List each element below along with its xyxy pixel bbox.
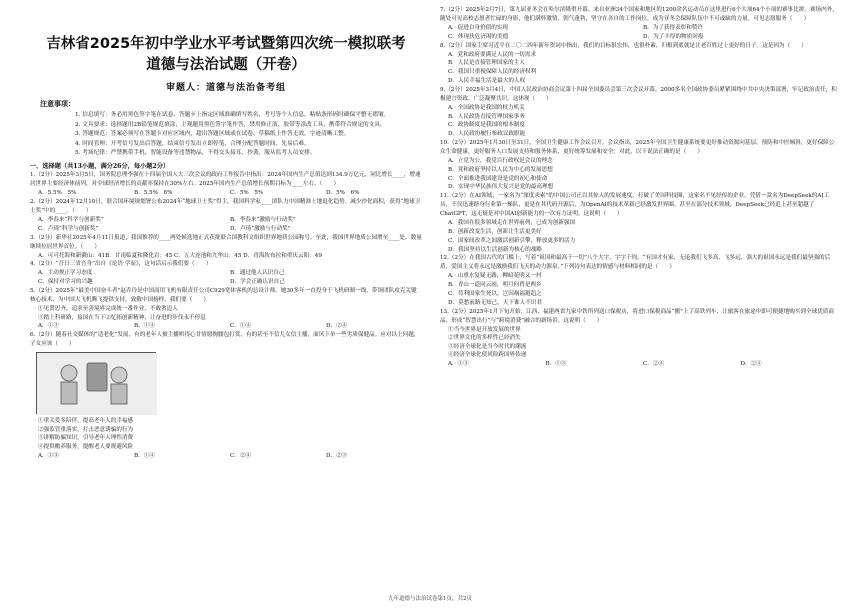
answer-option[interactable]: A．可可托海和新疆山：41B．甘南临夏和隆化岩：45 C．五大连池和九华山：45 D．青海坎布拉和重庆云阳：49 <box>38 252 322 259</box>
answer-option[interactable]: A．全国政协是我国的权力机关 <box>448 104 525 111</box>
question <box>440 192 838 254</box>
statement: ①重关爱多陪伴，提高老年人的幸福感 <box>38 418 134 425</box>
answer-option[interactable]: B．党和政府坚持以人民为中心的发展思想 <box>448 166 553 173</box>
answer-option[interactable]: B．创新改变生活，创新让生活更美好 <box>448 228 542 235</box>
left-column <box>30 30 422 461</box>
answer-option[interactable]: D．5% 6% <box>326 189 360 196</box>
question-stem: 9.（2分）2025年3月4日，中国人民政治协商会议第十四届全国委员会第三次会议开幕。2000多名全国政协委员紧紧围绕中共中央决策部署，牢记政治责任，积极建言资政，广泛凝聚共识。这体现（ ） <box>440 86 837 102</box>
answer-option[interactable]: D．②④ <box>740 360 762 367</box>
questions-right <box>440 6 838 369</box>
statement: ①见贤思齐，追求至善境界完成统一番作业，不敢奢追人 <box>38 305 178 312</box>
question <box>440 86 838 139</box>
question-stem: 11.（2分）在AI领域，一家名为“深度求索”的中国公司正以其惊人的发展速度，打破了美国科技圈，这家名不见经传的企业，凭借一款名为DeepSeek的AI工具，不仅迅速跻身行业第一梯队，更是在其代码开源后，为OpenAI的技术革新已经激发世界圈。甚至在部分技术领域，DeepSeek已经追上甚至超越了ChatGPT，这无疑是对中国AI创新能力的一次有力证明。这说明（ ） <box>440 193 830 218</box>
answer-option[interactable]: A．山重水复疑无路，柳暗花明又一村 <box>448 273 542 280</box>
answer-option[interactable]: C．卢琦“科学与创新奖” <box>38 225 99 232</box>
answer-option[interactable]: C．②④ <box>643 360 665 367</box>
note-item: 1. 信息填写：务必用黑色签字笔在试卷、答题卡上指定区域准确填写姓名、考号等个人信息，粘贴条形码时确保平整无褶皱。 <box>75 112 390 118</box>
answer-option[interactable]: D．学会正确认识自己 <box>230 279 285 286</box>
answer-option[interactable]: A．我国在很多领域走在世界前列，已成为创新强国 <box>448 220 576 227</box>
answer-option[interactable]: D．我国坚持以生活创新为核心的战略 <box>448 246 542 253</box>
answer-option[interactable]: C．苟利国家生死以，岂因祸福避趋之 <box>448 290 542 297</box>
answer-option[interactable]: B．人民政协直接管理国家事务 <box>448 113 525 120</box>
question-stem: 12.（2分）在我国古代的门槛上，写着“祖国和最高于一切”八个大字，字字千钧。“有国才有家，无论我们飞多高、飞多远，强大的祖国永远是我们最坚强的后盾，爱国主义将永远是激励我们飞天的动力源泉。”下列诗句表达的情感与材料相同的是（ ） <box>440 255 831 271</box>
question <box>30 171 422 198</box>
answer-option[interactable]: C．我国只重视保障人民的经济权利 <box>448 69 537 76</box>
answer-option[interactable]: D．实现中华民族伟大复兴是党的最高理想 <box>448 184 554 191</box>
answer-option[interactable]: C．保持对学习的兴趣 <box>38 279 93 286</box>
question <box>440 139 838 192</box>
question-stem: 8.（2分）国家主席习近平在二〇二四年新年贺词中指出，我们的目标很宏伟，也很朴素，归根到底就是让老百姓过上更好的日子。这是因为（ ） <box>440 42 807 49</box>
answer-option[interactable]: C．全面推进我国建设是党的初心和使命 <box>448 175 548 182</box>
answer-option[interactable]: D．②④ <box>326 323 348 330</box>
question <box>30 260 422 287</box>
note-item: 3. 答题规范：答案必须写在答题卡对应区域内，超出答题区域或在试卷、草稿纸上作答无效，字迹清晰工整。 <box>75 131 350 138</box>
statement: ②强监管重落实，打击恶意诱骗的行为 <box>38 426 134 433</box>
answer-option[interactable]: C．②④ <box>230 452 252 459</box>
answer-option[interactable]: A．①③ <box>448 360 469 367</box>
answer-option[interactable]: D．人民政协履行参政议政职能 <box>448 131 526 138</box>
question <box>30 198 422 234</box>
answer-option[interactable]: B．李春来“激励与行动奖” <box>230 216 296 223</box>
answer-options <box>30 452 422 461</box>
notes-list <box>30 111 422 159</box>
answer-option[interactable]: C．体现扶危济困的美德 <box>448 33 509 40</box>
answer-option[interactable]: B．为了获得表彰和赞许 <box>643 25 704 31</box>
question-stem: 7.（2分）2025年2月7日，第九届亚冬会在哈尔滨隆重开幕。来自亚洲34个国家和地区的1200余名运动员在这里进行6个大项64个小项的赛事比拼。赛场内外，随处可见高校志愿者忙碌的身影，他们满怀激情、朝气蓬勃，坚守在各自的工作岗位，成为亚冬会保障队伍中不可或缺的力量。可见志愿服务（ ） <box>440 7 838 22</box>
exam-title: 吉林省2025年初中学业水平考试暨第四次统一模拟联考 <box>46 36 406 52</box>
note-item: 4. 时间管理：开考信号发出后答题，结束信号发出立即停笔，合理分配答题时间，先易后难。 <box>75 140 310 147</box>
answer-option[interactable]: C．国家间改革之间激活创新引擎，释放更多的活力 <box>448 237 576 244</box>
statement: ③讲解防骗知识，引导老年人理性消费 <box>38 435 134 442</box>
statement: ③踏上科研路，接国在当下②忆拓创新精神，让奋进的步伐永不停息 <box>38 314 206 321</box>
answer-option[interactable]: D．为了丰厚的物质回报 <box>643 33 704 40</box>
answer-options <box>30 189 422 198</box>
answer-option[interactable]: D．人民幸福生活是最大的人权 <box>448 77 526 84</box>
question-stem: 3.（2分）新华社2025年4月11日报道，我国推荐的____两处候选地正式获批联合国教科文组织世界地质公园称号。至此，我国世界地质公园增至____处，数量继续位居世界首位。（ ） <box>30 234 422 250</box>
question <box>30 234 422 261</box>
note-item: 5. 考场纪律：严禁携带手机、智能设备等违禁物品，不得交头接耳、抄袭，服从监考人员安排。 <box>75 150 316 157</box>
statement: ④提供赡养服务，提醒老人要规避风险 <box>38 443 134 450</box>
answer-option[interactable]: C．①④ <box>230 323 252 330</box>
answer-options <box>30 269 422 287</box>
question-stem: 6.（2分）随着社交媒体的“适老化”发展，有的老年人被主播哄得心甘情愿掏腰包打赏，有的甚至不信儿女信主播，面风下单一些劣质保健品。应对以上问题，子女应该（ ） <box>30 332 420 348</box>
page-footer: 九年道德与法治试卷第1页，共2页 <box>388 596 472 602</box>
answer-options <box>30 322 422 331</box>
statement: ②世界文化的多样性已经消失 <box>448 335 521 342</box>
answer-option[interactable]: A．立党为公，我党百行政权是会议的理念 <box>448 157 553 164</box>
section-heading: 一、选择题（共13小题，满分26分，每小题2分） <box>30 162 170 170</box>
notes-heading: 注意事项： <box>40 99 75 108</box>
answer-option[interactable]: B．人民是直接管理国家的主人 <box>448 60 525 67</box>
answer-option[interactable]: A．主动规正学习态度 <box>38 270 93 277</box>
question-stem: 4.（2分）“吾日三省吾身”出自《论语·学而》，这句话启示我们要（ ） <box>30 261 212 268</box>
answer-option[interactable]: A．5.5% 5% <box>38 189 77 196</box>
answer-option[interactable]: B．①④ <box>134 323 155 330</box>
answer-option[interactable]: B．5.5% 6% <box>134 189 173 196</box>
reviewer-line: 审题人：道德与法治备考组 <box>165 83 286 93</box>
answer-option[interactable]: C．政协制度是我国的根本制度 <box>448 122 525 129</box>
answer-option[interactable]: B．①③ <box>545 360 567 367</box>
cartoon-illustration <box>36 352 156 414</box>
question <box>30 287 422 331</box>
question <box>440 308 838 369</box>
answer-options <box>440 360 838 369</box>
answer-option[interactable]: B．青山一道同云雨，明月何曾是两乡 <box>448 282 542 289</box>
question-stem: 13.（2分）2025年1月下旬开始，江西、福建两省九家中铁所列送口保税店，将进口保税商品“搬”上了高铁列车，让旅客在旅途中即可便捷地购买到全球优质商品，形成“智慧出行”与“跨境消费”融合的新场景。这说明（ ） <box>440 308 834 324</box>
answer-option[interactable]: A．①③ <box>38 323 59 330</box>
question-stem: 5.（2分）2025年“最美中国奋斗者”赵乔玲是中国商用飞机有限责任公司C929宽体客机的总设计师，她30多年一直投身于飞机研制一线，带领团队攻克关键核心技术，为中国大飞机腾飞提供支持。致敬中国榜样，我们要（ ） <box>30 287 417 303</box>
answer-option[interactable]: A．①③ <box>38 452 59 459</box>
answer-option[interactable]: C．5% 5% <box>230 189 264 196</box>
question <box>440 42 838 86</box>
statement: ③经济全球化是当今时代的潮流 <box>448 343 527 350</box>
exam-subtitle: 道德与法治试题（开卷） <box>146 57 306 73</box>
answer-option[interactable]: B．通过他人认识自己 <box>230 270 285 277</box>
answer-option[interactable]: A．促进自身价值的实现 <box>448 25 508 31</box>
statement: ④经济全球化使风险跨国界传递 <box>448 352 527 359</box>
question-stem: 2.（2分）2024年12月10日，联合国环境规划署公布2024年“地球卫士奖”得主，我国科学家____团队力中国精准土地退化趋势、减少沙化面积，获得“地球卫士奖”中的____。（ ） <box>30 198 421 214</box>
question-stem: 1.（2分）2025年3月5日，国务院总理李强在十四届全国人大三次会议的政府工作报告中指出：2024年国内生产总值达到134.9万亿元，同比增长____，增速居世界主要经济体前列，对全球经济增长的贡献率保持在30%左右。2025年国内生产总值增长预期目标为____左右。（ ） <box>30 171 421 187</box>
answer-option[interactable]: D．卢琦“激励与行动奖” <box>230 225 291 232</box>
answer-options <box>440 24 838 42</box>
answer-option[interactable]: A．李春来“科学与创新奖” <box>38 216 104 223</box>
answer-options <box>30 216 422 234</box>
question <box>440 254 838 307</box>
questions-left <box>30 171 422 461</box>
question-stem: 10.（2分）2025年1月30日至31日，全国卫生健康工作会议召开。会议指出，2025年全国卫生健康系统要更好推动资源向基层、预防和中医倾斜，更好保障公众生命健康，更好服务人口发展支持和服务体系，更好统筹发展和安全。对此，以下说法正确的是（ ） <box>440 139 835 155</box>
answer-option[interactable]: B．①④ <box>134 452 155 459</box>
answer-option[interactable]: A．党和政府要满足人民的一切需求 <box>448 51 536 58</box>
question <box>30 331 422 460</box>
statement: ①当今世界是开放发展的世界 <box>448 326 521 333</box>
right-column <box>440 6 838 369</box>
answer-option[interactable]: D．②③ <box>326 452 348 459</box>
answer-option[interactable]: D．莫愁前路无知己，天下谁人不识君 <box>448 299 542 306</box>
question <box>440 6 838 42</box>
note-item: 2. 文具要求：选择题用2B铅笔规范填涂，主观题用黑色签字笔作答，禁用修正液、胶带等涂改工具，携带符合规定的文具。 <box>75 121 386 128</box>
